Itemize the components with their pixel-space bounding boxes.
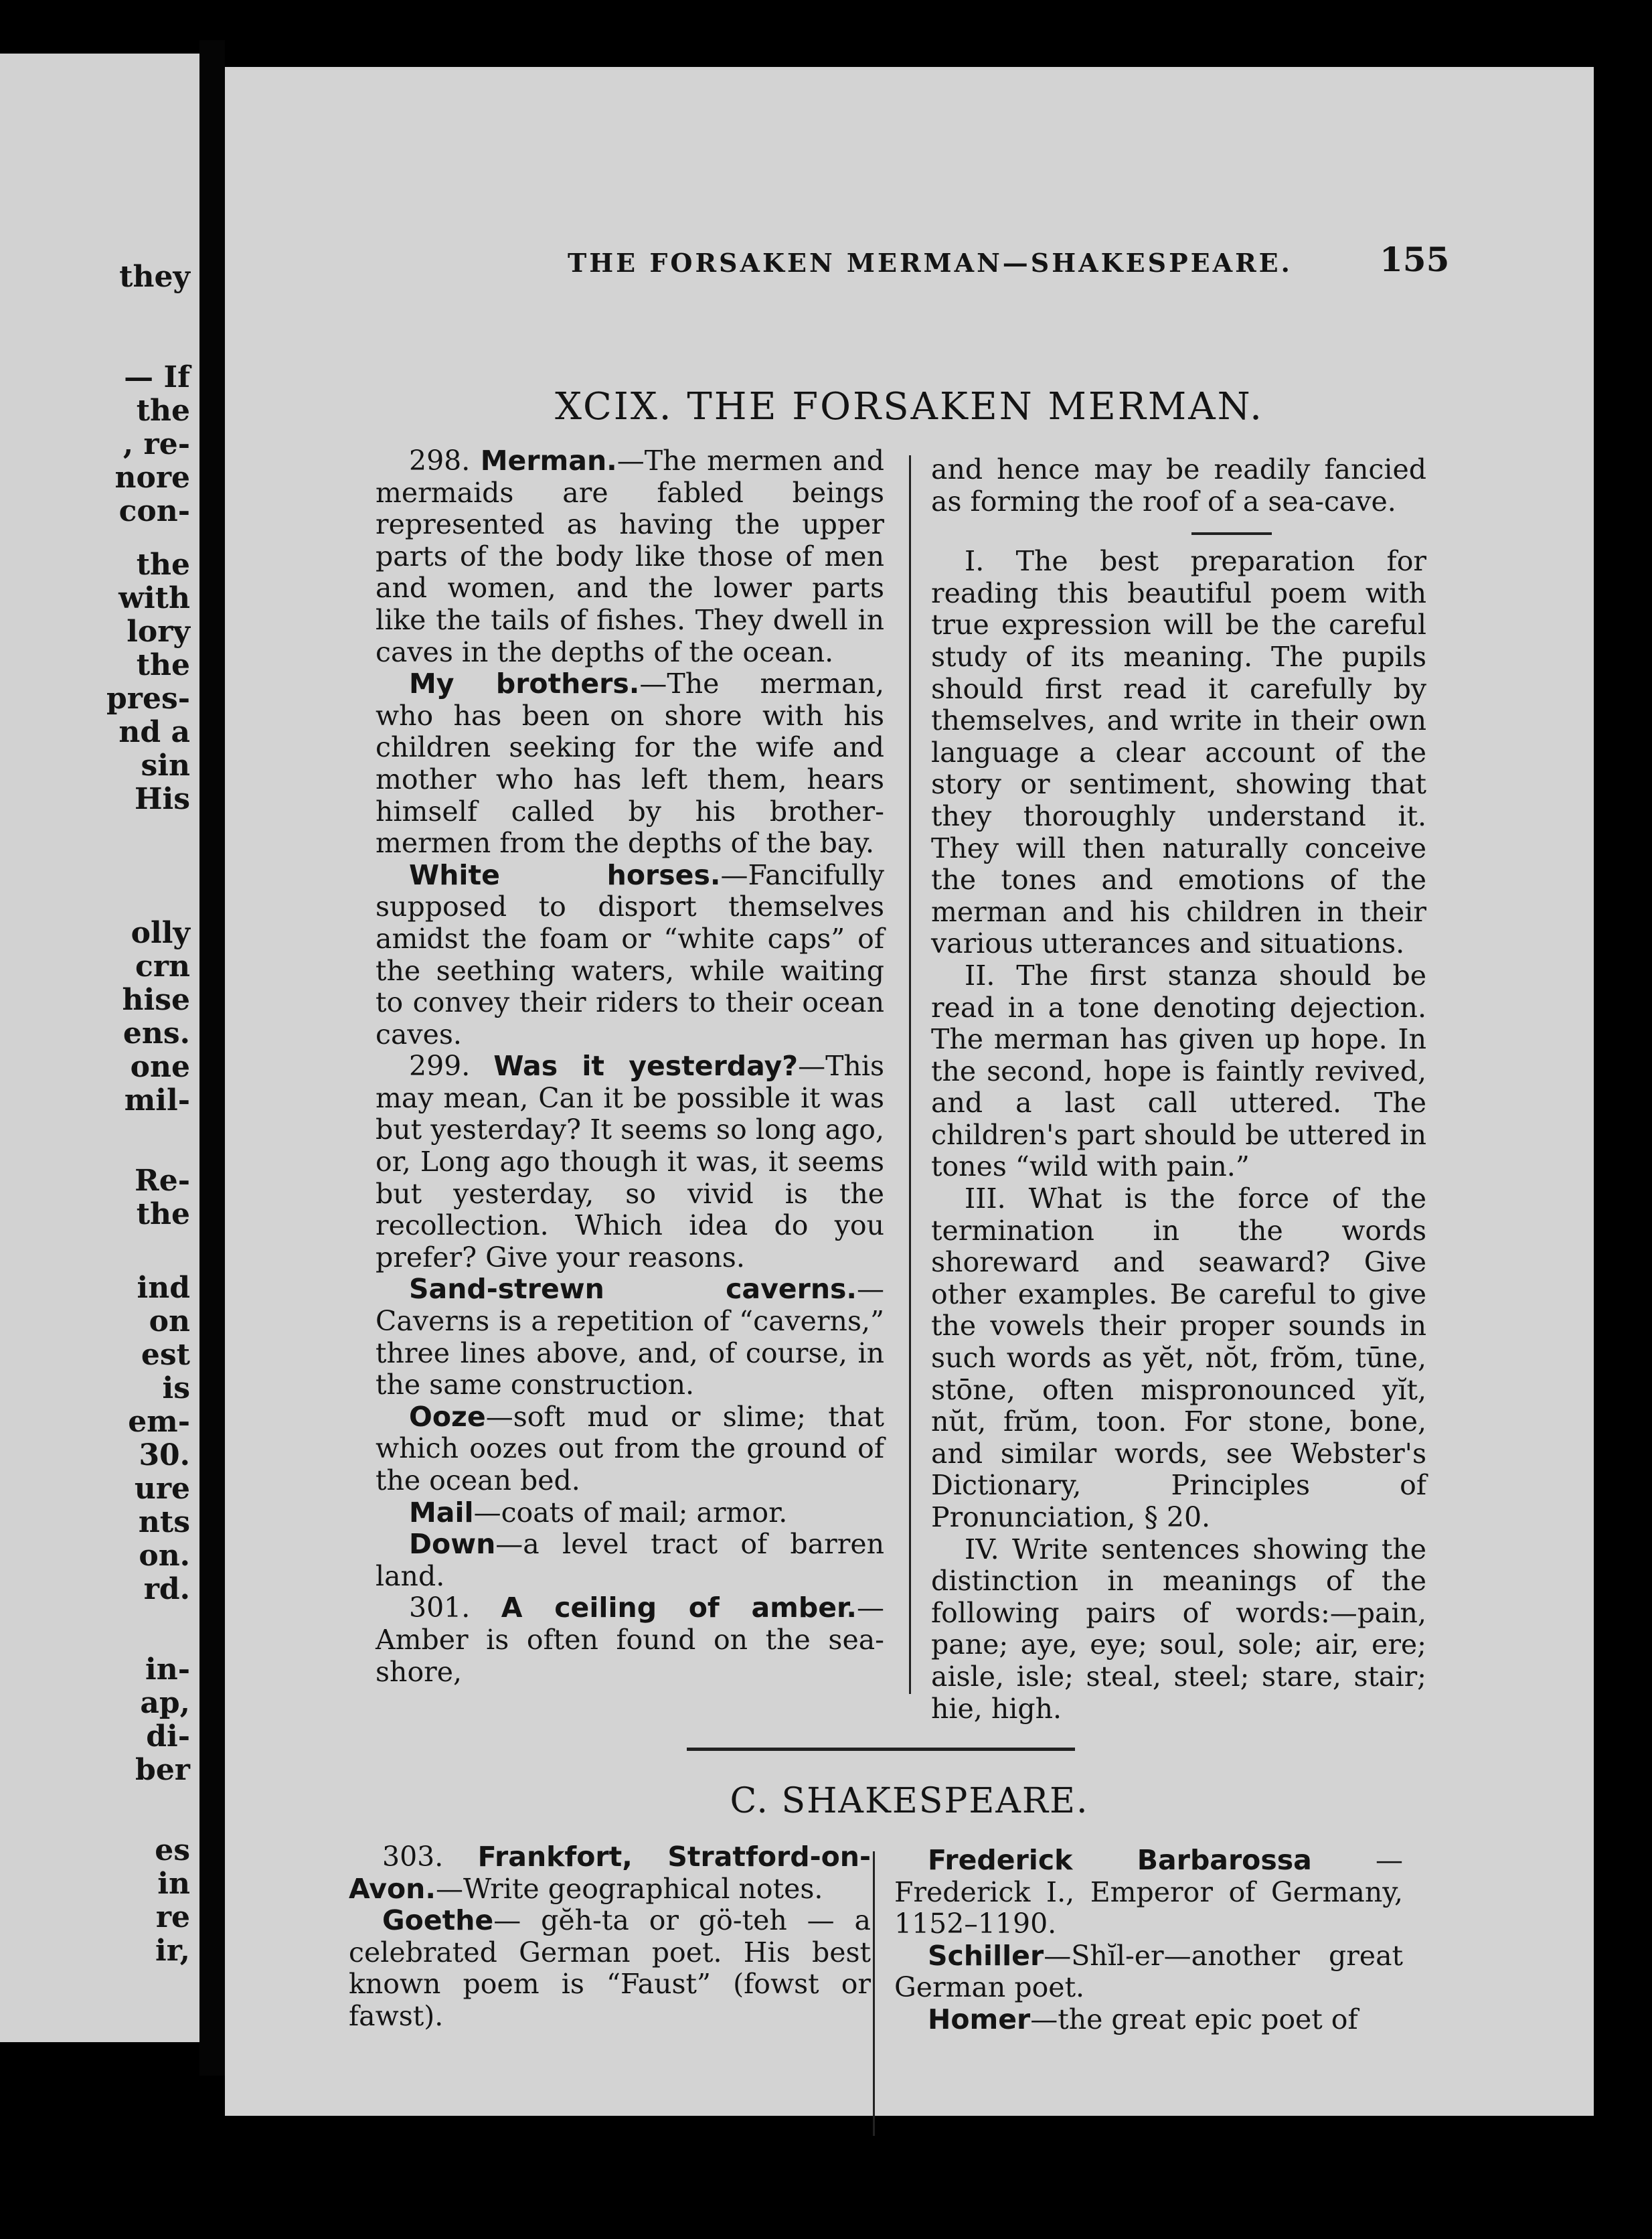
note-was-it-yesterday: 299. Was it yesterday?—This may mean, Can it be possible it was but yesterday? It seems so long ago, or, Long ago though it was, it seems but yesterday, so vivid is the recollection. Which idea do you prefer? Give your reasons.	[376, 1050, 884, 1273]
short-rule	[1191, 532, 1272, 535]
previous-page-line: con-	[118, 494, 190, 528]
note-continuation: and hence may be readily fancied as forming the roof of a sea-cave.	[931, 453, 1426, 518]
shakespeare-column-left	[349, 1841, 871, 2033]
previous-page-line: ens.	[122, 1016, 190, 1051]
column-divider	[909, 455, 911, 1694]
previous-page-line: ir,	[155, 1934, 190, 1968]
exercise-1: I. The best preparation for reading this beautiful poem with true expression will be the careful study of its meaning. The pupils should first read it carefully by themselves, and write in their own language a clear account of the story or sentiment, showing that they thoroughly understand it. They will then naturally conceive the tones and emotions of the merman and his children in their various utterances and situations.	[931, 545, 1426, 960]
note-frankfort: 303. Frankfort, Stratford-on-Avon.—Write geographical notes.	[349, 1841, 871, 1905]
note-ceiling-of-amber: 301. A ceiling of amber.—Amber is often found on the sea-shore,	[376, 1592, 884, 1688]
previous-page-line: lory	[127, 615, 190, 649]
previous-page-line: mil-	[124, 1083, 190, 1117]
exercise-3: III. What is the force of the termination in the words shoreward and seaward? Give other examples. Be careful to give the vowels their proper sounds in such words as yĕt, nŏt, frŏm, tūne, stōne, often mispronounced yĭt, nŭt, frŭm, toon. For stone, bone, and similar words, see Webster's Dictionary, Principles of Pronunciation, § 20.	[931, 1182, 1426, 1533]
book-gutter	[199, 40, 225, 2076]
previous-page-line: rd.	[143, 1572, 190, 1606]
previous-page-line: the	[136, 394, 190, 428]
previous-page-line: they	[119, 260, 190, 294]
note-mail: Mail—coats of mail; armor.	[409, 1496, 788, 1529]
note-homer: Homer—the great epic poet of	[928, 2003, 1358, 2035]
shakespeare-column-right	[894, 1845, 1403, 2036]
previous-page-line: hise	[122, 983, 190, 1017]
previous-page-line: is	[162, 1371, 190, 1405]
previous-page-line: , re-	[122, 427, 190, 461]
previous-page-line: the	[136, 648, 190, 682]
running-head: THE FORSAKEN MERMAN—SHAKESPEARE.	[568, 248, 1293, 278]
previous-page-line: His	[134, 782, 190, 816]
previous-page-line: one	[130, 1050, 190, 1084]
previous-page-line: Re-	[135, 1164, 190, 1198]
lesson-title: XCIX. THE FORSAKEN MERMAN.	[555, 385, 1264, 429]
previous-page-line: ber	[135, 1753, 190, 1787]
previous-page-line: olly	[131, 916, 190, 950]
exercise-4: IV. Write sentences showing the distinction in meanings of the following pairs of words:—pain, pane; aye, eye; soul, sole; air, ere; aisle, isle; steal, steel; stare, stair; hie, high.	[931, 1533, 1426, 1725]
column-divider-lower	[873, 1851, 875, 2136]
note-ooze: Ooze—soft mud or slime; that which oozes out from the ground of the ocean bed.	[376, 1400, 884, 1496]
note-down: Down—a level tract of barren land.	[376, 1528, 884, 1592]
previous-page-line: nore	[114, 461, 190, 495]
previous-page-line: ap,	[140, 1686, 190, 1720]
previous-page-line: with	[118, 581, 190, 615]
previous-page-line: — If	[124, 360, 190, 394]
previous-page-line: in-	[145, 1652, 190, 1687]
previous-page-line: 30.	[139, 1438, 190, 1472]
previous-page-line: the	[136, 1197, 190, 1231]
note-schiller: Schiller—Shĭl-er—another great German poet.	[894, 1939, 1403, 2004]
previous-page-line: the	[136, 548, 190, 582]
note-merman: 298. Merman.—The mermen and mermaids are fabled beings represented as having the upper parts of the body like those of men and women, and the lower parts like the tails of fishes. They dwell in caves in the depths of the ocean.	[376, 445, 884, 668]
previous-page-line: est	[141, 1338, 190, 1372]
previous-page-line: ind	[137, 1271, 190, 1305]
previous-page-line: nd a	[118, 715, 190, 749]
section-title: C. SHAKESPEARE.	[730, 1781, 1089, 1821]
book-page	[225, 67, 1594, 2116]
previous-page-line: sin	[141, 749, 190, 783]
previous-page-line: re	[155, 1900, 190, 1934]
previous-page-line: on.	[139, 1539, 190, 1573]
previous-page-line: es	[155, 1833, 190, 1867]
note-barbarossa: Frederick Barbarossa — Frederick I., Emperor of Germany, 1152–1190.	[894, 1844, 1403, 1940]
note-my-brothers: My brothers.—The merman, who has been on shore with his children seeking for the wife and mother who has left them, hears himself called by his brother-mermen from the depths of the bay.	[376, 668, 884, 860]
notes-column-left	[376, 445, 884, 1688]
previous-page-line: di-	[146, 1719, 190, 1754]
previous-page-line: crn	[135, 949, 190, 984]
previous-page-strip	[0, 54, 199, 2042]
previous-page-line: pres-	[106, 682, 190, 716]
previous-page-line: on	[149, 1304, 190, 1338]
page-number: 155	[1380, 240, 1450, 279]
note-sand-strewn-caverns: Sand-strewn caverns.—Caverns is a repetition of “caverns,” three lines above, and, of course, in the same construction.	[376, 1273, 884, 1401]
section-rule	[687, 1748, 1075, 1751]
notes-column-right	[931, 454, 1426, 1725]
previous-page-line: ure	[134, 1472, 190, 1506]
previous-page-line: nts	[138, 1505, 190, 1539]
previous-page-line: em-	[128, 1405, 190, 1439]
previous-page-line: in	[157, 1867, 190, 1901]
note-white-horses: White horses.—Fancifully supposed to disport themselves amidst the foam or “white caps” of the seething waters, while waiting to convey their riders to their ocean caves.	[376, 858, 884, 1051]
note-goethe: Goethe— gĕh-ta or gö-teh — a celebrated German poet. His best known poem is “Faust” (fowst or fawst).	[349, 1904, 871, 2032]
exercise-2: II. The first stanza should be read in a tone denoting dejection. The merman has given up hope. In the second, hope is faintly revived, and a last call uttered. The children's part should be uttered in tones “wild with pain.”	[931, 959, 1426, 1183]
